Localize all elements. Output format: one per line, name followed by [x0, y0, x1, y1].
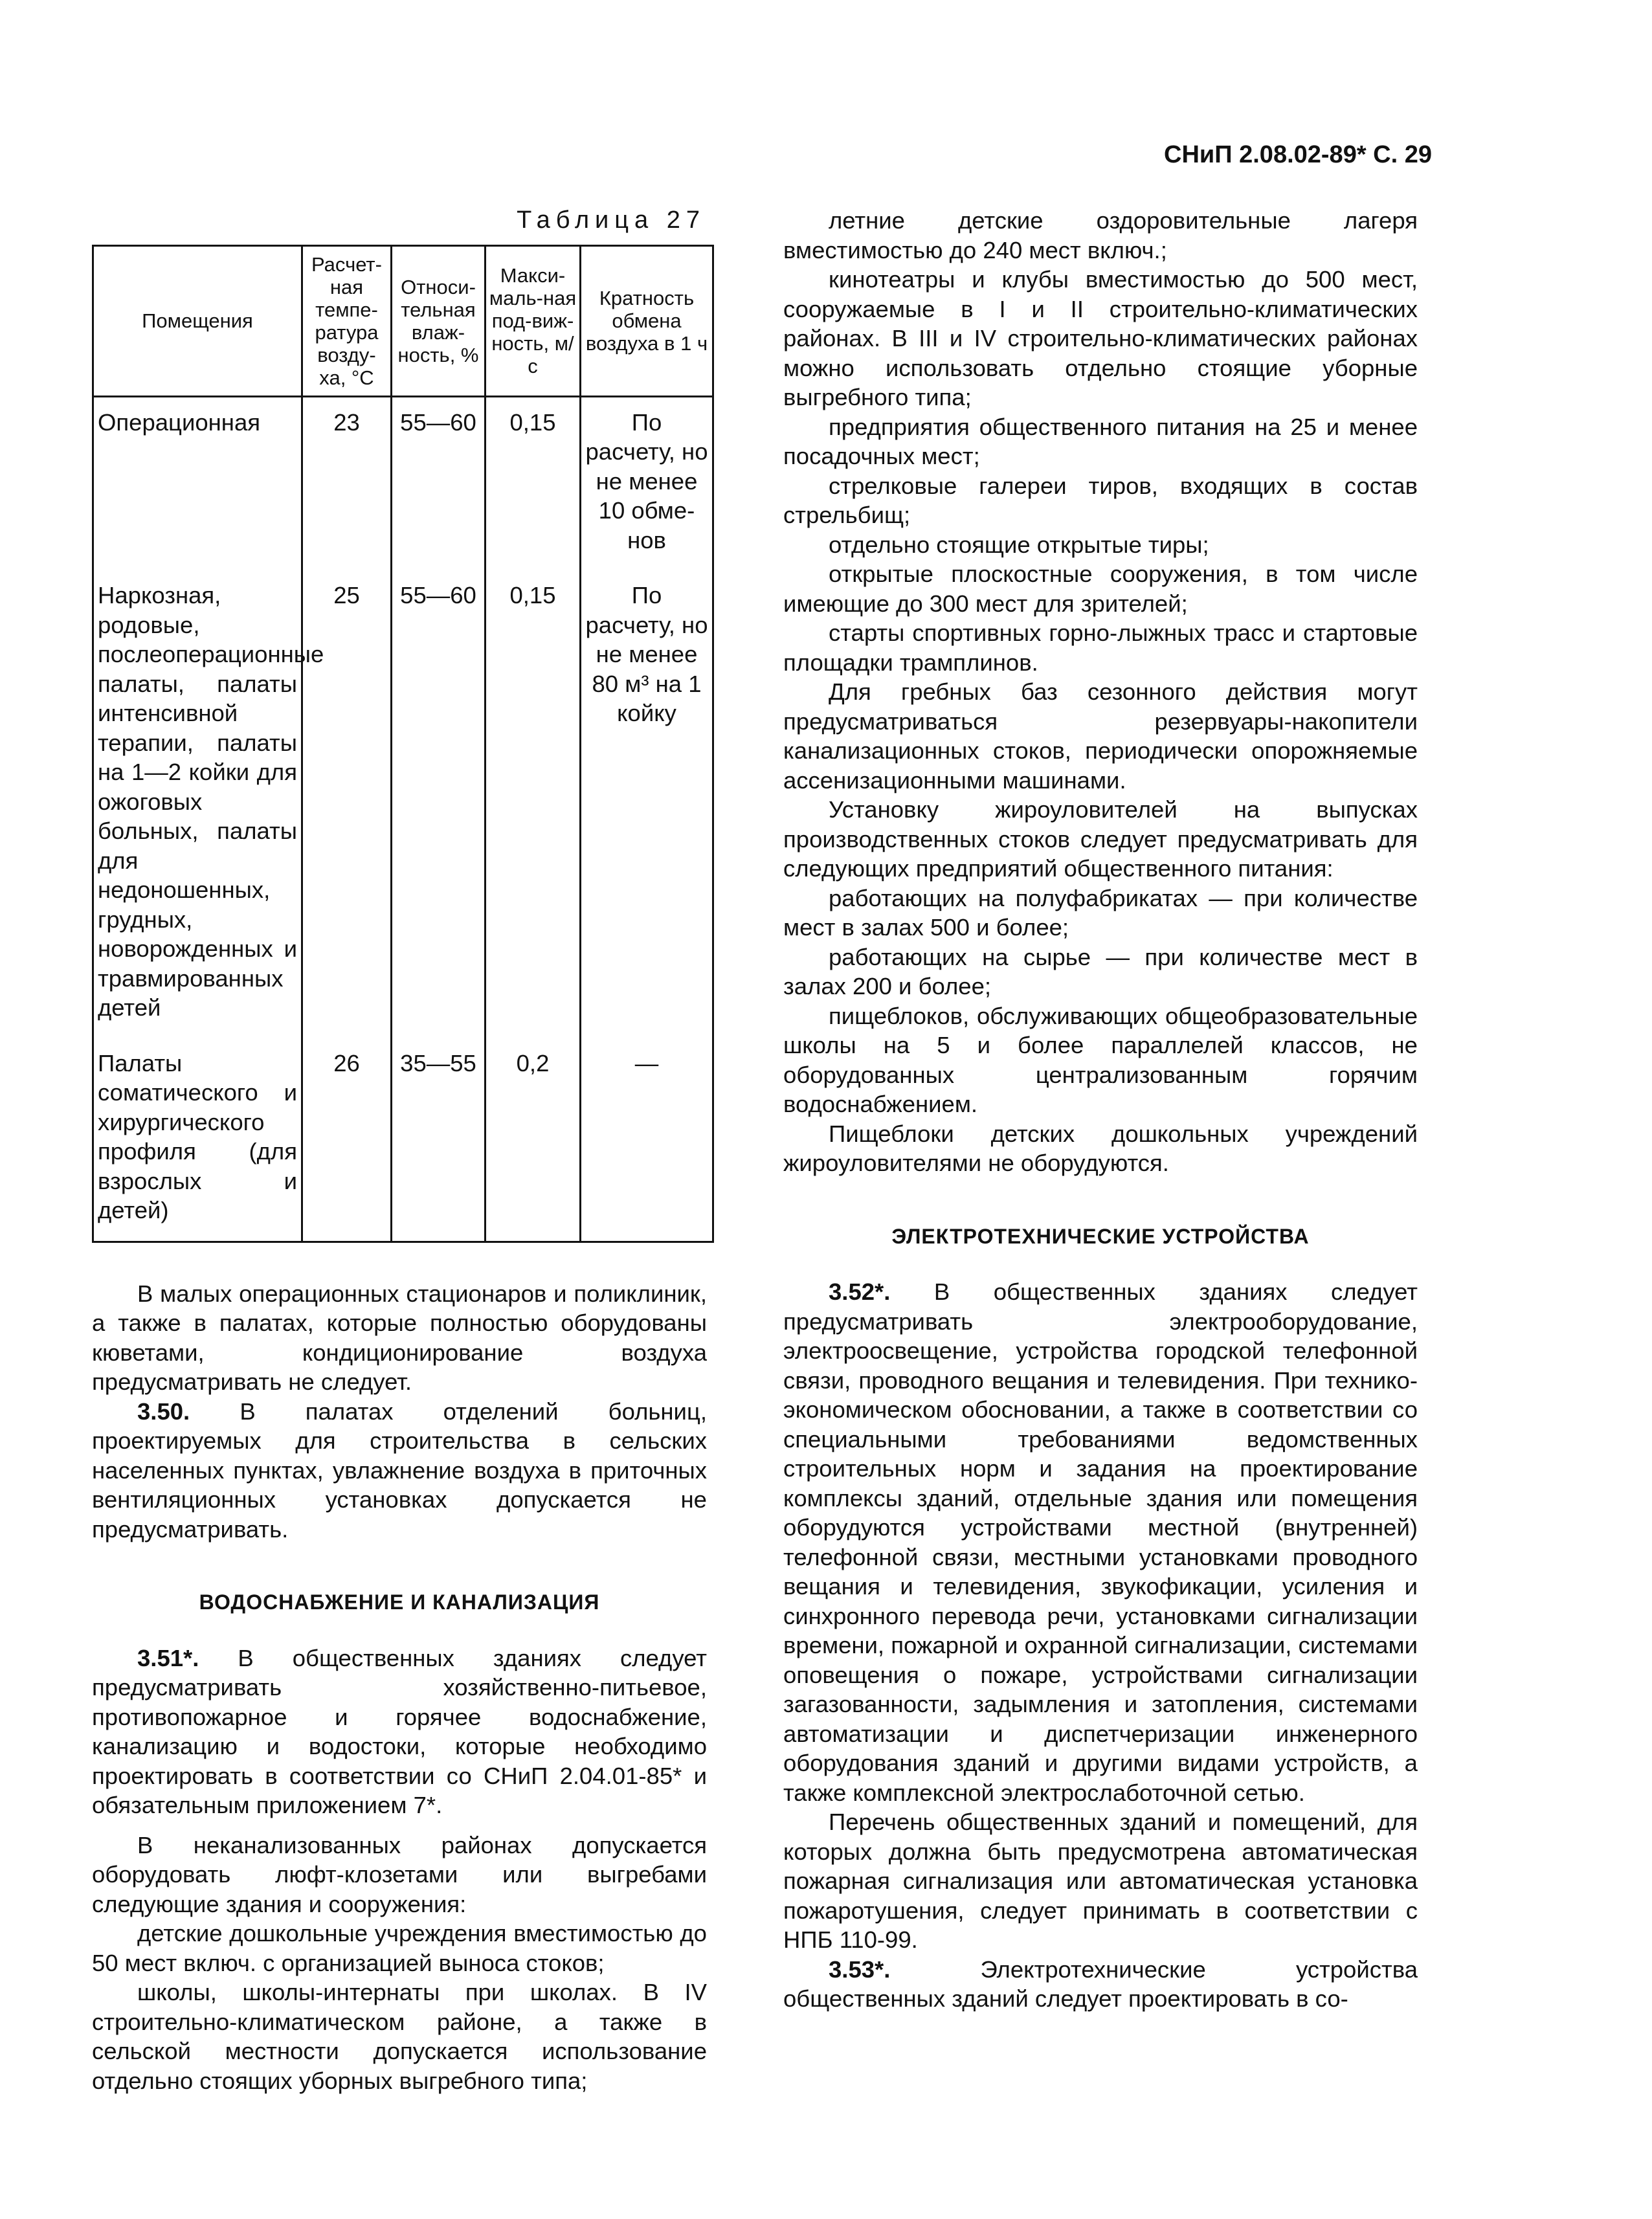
table-row: [93, 396, 713, 570]
paragraph-3-51: [92, 1644, 707, 1820]
clause-number: 3.53*.: [829, 1956, 891, 1983]
table-row: [93, 570, 713, 1038]
cell-room: Палаты соматического и хирургического профиля (для взрослых и детей): [98, 1049, 297, 1223]
list-item: пищеблоков, обслуживающих общеобразовательные школы на 5 и более параллелей классов, не оборудованных централизованным горячим водоснабжением.: [783, 1002, 1418, 1117]
cell-temperature: 23: [302, 396, 392, 570]
clause-text: Электротехнические устройства общественных зданий следует проектировать в со-: [783, 1956, 1418, 2012]
right-column: [783, 206, 1418, 2014]
cell-velocity: 0,15: [486, 396, 581, 570]
list-item: работающих на сырье — при количестве мест в залах 200 и более;: [783, 943, 1418, 999]
table-caption: Таблица 27: [517, 206, 706, 234]
running-header: СНиП 2.08.02-89* С. 29: [1164, 141, 1432, 168]
column-header-temperature: Расчет-ная темпе-ратура возду-ха, °С: [302, 245, 392, 396]
column-header-velocity: Макси-маль-ная под-виж-ность, м/с: [486, 245, 581, 396]
left-column: [92, 206, 707, 2095]
list-item: школы, школы-интернаты при школах. В IV строительно-климатическом районе, а также в сельской местности допускается использование отдельно стоящих уборных выгребного типа;: [92, 1979, 707, 2094]
table-header-row: [93, 245, 713, 396]
clause-number: 3.52*.: [829, 1278, 891, 1305]
list-item: кинотеатры и клубы вместимостью до 500 мест, сооружаемые в I и II строительно-климатических районах. В III и IV строительно-климатических районах можно использовать отдельно стоящие уборные выгребного типа;: [783, 266, 1418, 410]
clause-text: В палатах отделений больниц, проектируемых для строительства в сельских населенных пунктах, увлажнение воздуха в приточных вентиляционных установках допускается не предусматривать.: [92, 1398, 707, 1543]
cell-humidity: 35—55: [392, 1038, 486, 1242]
list-item: старты спортивных горно-лыжных трасс и стартовые площадки трамплинов.: [783, 619, 1418, 676]
paragraph-preschool-food: Пищеблоки детских дошкольных учреждений жироуловителями не оборудуются.: [783, 1120, 1418, 1176]
paragraph-small-surgery: В малых операционных стационаров и поликлиник, а также в палатах, которые полностью оборудованы кюветами, кондиционирование воздуха предусматривать не следует.: [92, 1280, 707, 1395]
list-item: предприятия общественного питания на 25 и менее посадочных мест;: [783, 413, 1418, 469]
list-item: отдельно стоящие открытые тиры;: [829, 531, 1209, 558]
paragraph-rowing-bases: Для гребных баз сезонного действия могут предусматриваться резервуары-накопители канализационных стоков, периодически опорожняемые ассенизационными машинами.: [783, 678, 1418, 794]
column-header-exchange: Кратность обмена воздуха в 1 ч: [581, 245, 713, 396]
cell-exchange: По расчету, но не менее 10 обме-нов: [581, 396, 713, 570]
list-item: работающих на полуфабрикатах — при количестве мест в залах 500 и более;: [783, 884, 1418, 941]
cell-temperature: 26: [302, 1038, 392, 1242]
cell-humidity: 55—60: [392, 396, 486, 570]
cell-room: Наркозная, родовые, послеоперационные палаты, палаты интенсивной терапии, палаты на 1—2 койки для ожоговых больных, палаты для недоношенных, грудных, новорожденных и травмированных детей: [98, 582, 324, 1021]
paragraph-3-53: [783, 1955, 1418, 2014]
section-heading-water: ВОДОСНАБЖЕНИЕ И КАНАЛИЗАЦИЯ: [199, 1590, 600, 1614]
cell-humidity: 55—60: [392, 570, 486, 1038]
table-27: [92, 245, 714, 1243]
list-item: детские дошкольные учреждения вместимостью до 50 мест включ. с организацией выноса стоков;: [92, 1920, 707, 1976]
cell-temperature: 25: [302, 570, 392, 1038]
column-header-room: Помещения: [93, 245, 302, 396]
cell-room: Операционная: [98, 408, 261, 436]
clause-number: 3.50.: [137, 1398, 190, 1425]
paragraph-building-list: Перечень общественных зданий и помещений, для которых должна быть предусмотрена автоматическая пожарная сигнализация или автоматическая установка пожаротушения, следует принимать в соответствии с НПБ 110-99.: [783, 1809, 1418, 1953]
cell-velocity: 0,15: [486, 570, 581, 1038]
paragraph-non-sewered: В неканализованных районах допускается оборудовать люфт-клозетами или выгребами следующие здания и сооружения:: [92, 1831, 707, 1917]
list-item: летние детские оздоровительные лагеря вместимостью до 240 мест включ.;: [783, 207, 1418, 263]
paragraph-3-50: [92, 1397, 707, 1544]
clause-text: В общественных зданиях следует предусматривать хозяйственно-питьевое, противопожарное и горячее водоснабжение, канализацию и водостоки, которые необходимо проектировать в соответствии со СНиП 2.04.01-85* и обязательным приложением 7*.: [92, 1644, 707, 1818]
clause-number: 3.51*.: [137, 1644, 199, 1671]
cell-velocity: 0,2: [486, 1038, 581, 1242]
list-item: открытые плоскостные сооружения, в том числе имеющие до 300 мест для зрителей;: [783, 561, 1418, 617]
column-header-humidity: Относи-тельная влаж-ность, %: [392, 245, 486, 396]
paragraph-grease-traps: Установку жироуловителей на выпусках производственных стоков следует предусматривать для следующих предприятий общественного питания:: [783, 796, 1418, 882]
cell-exchange: —: [581, 1038, 713, 1242]
list-item: стрелковые галереи тиров, входящих в состав стрельбищ;: [783, 472, 1418, 528]
table-row: [93, 1038, 713, 1242]
paragraph-3-52: [783, 1277, 1418, 1807]
clause-text: В общественных зданиях следует предусматривать электрооборудование, электроосвещение, устройства городской телефонной связи, проводного вещания и телевидения. При технико-экономическом обосновании, а также в соответствии со специальными требованиями ведомственных строительных норм и задания на проектирование комплексы зданий, отдельные здания или помещения оборудуются устройствами местной (внутренней) телефонной связи, местными установками проводного вещания и телевидения, звукофикации, усиления и синхронного перевода речи, установками сигнализации времени, пожарной и охранной сигнализации, системами оповещения о пожаре, устройствами сигнализации загазованности, задымления и затопления, системами автоматизации и диспетчеризации инженерного оборудования зданий и другими видами устройств, а также комплексной электрослаботочной сетью.: [783, 1278, 1418, 1806]
cell-exchange: По расчету, но не менее 80 м³ на 1 койку: [581, 570, 713, 1038]
section-heading-electro: ЭЛЕКТРОТЕХНИЧЕСКИЕ УСТРОЙСТВА: [891, 1224, 1310, 1248]
